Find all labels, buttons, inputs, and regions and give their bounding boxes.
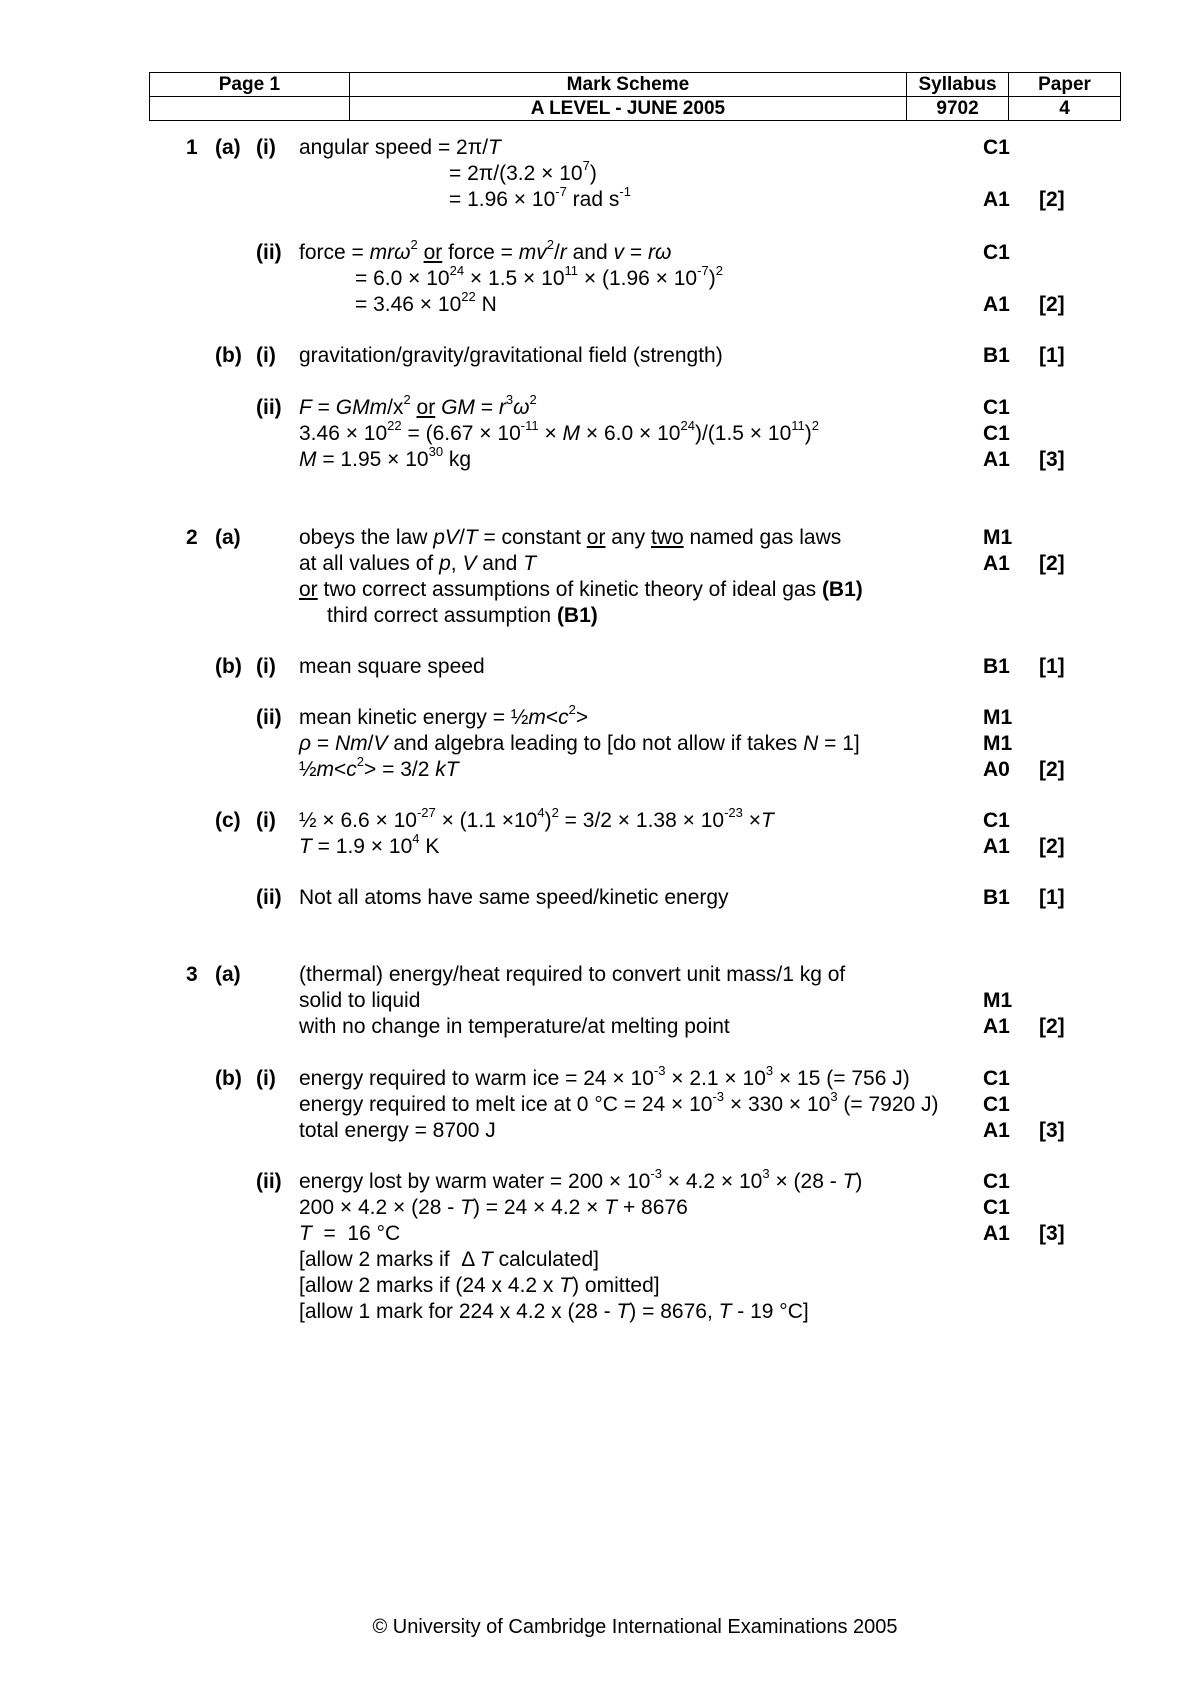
mark-code: A1 — [983, 448, 1010, 471]
question-part: (a) — [215, 136, 241, 159]
header-paper-number: 4 — [1009, 97, 1121, 121]
answer-line: $T = 1.9 \times 10^4$ K — [299, 831, 440, 858]
answer-line: $3.46 \times 10^{22} = (6.67 \times 10^{-11} \times M \times 6.0 \times 10^{24})/(1.5 \times 10^{11})^2$ — [299, 418, 820, 445]
mark-code: C1 — [983, 1170, 1010, 1193]
answer-line: [allow 2 marks if Δ T calculated] — [299, 1248, 599, 1271]
mark-code: M1 — [983, 989, 1013, 1012]
question-subpart: (i) — [256, 655, 276, 678]
header-title: Mark Scheme — [349, 73, 906, 97]
mark-code: A1 — [983, 1222, 1010, 1245]
answer-line: total energy = 8700 J — [299, 1119, 496, 1142]
question-subpart: (i) — [256, 136, 276, 159]
question-subpart: (ii) — [256, 396, 282, 419]
question-part: (b) — [215, 344, 242, 367]
mark-total: [3] — [1039, 448, 1065, 471]
question-subpart: (ii) — [256, 1170, 282, 1193]
mark-code: B1 — [983, 886, 1010, 909]
question-subpart: (ii) — [256, 886, 282, 909]
answer-line: [allow 2 marks if (24 x 4.2 x T) omitted] — [299, 1274, 660, 1297]
mark-total: [1] — [1039, 886, 1065, 909]
answer-line: [allow 1 mark for 224 x 4.2 x (28 - T) = 8676, T - 19 °C] — [299, 1300, 809, 1323]
mark-code: A1 — [983, 552, 1010, 575]
header-page: Page 1 — [150, 73, 350, 97]
answer-line: ½ × $6.6 \times 10^{-27} \times (1.1 \times 10^4)^2 = 3/2 \times 1.38 \times 10^{-23} \times T$ — [299, 805, 774, 832]
answer-line: = $2\pi/(3.2 \times 10^7)$ — [449, 158, 597, 185]
question-subpart: (i) — [256, 809, 276, 832]
answer-line: energy required to melt ice at 0 $^\circ C = 24 \times 10^{-3} \times 330 \times 10^3$ (= 7920 J) — [299, 1089, 939, 1116]
mark-code: C1 — [983, 809, 1010, 832]
answer-line: energy required to warm ice = $24 \times 10^{-3} \times 2.1 \times 10^3 \times 15$ (= 756 J) — [299, 1063, 910, 1090]
mark-total: [2] — [1039, 1015, 1065, 1038]
mark-total: [3] — [1039, 1222, 1065, 1245]
answer-line: Not all atoms have same speed/kinetic energy — [299, 886, 729, 909]
mark-total: [2] — [1039, 835, 1065, 858]
mark-total: [2] — [1039, 758, 1065, 781]
question-part: (a) — [215, 963, 241, 986]
mark-code: C1 — [983, 241, 1010, 264]
answer-line: angular speed = 2π/T — [299, 136, 501, 159]
answer-line: mean kinetic energy = $\frac{1}{2}m<c^2>$ — [299, 702, 589, 729]
question-part: (c) — [215, 809, 241, 832]
question-number: 2 — [186, 526, 198, 549]
header-empty — [150, 97, 350, 121]
mark-code: A1 — [983, 188, 1010, 211]
question-subpart: (ii) — [256, 241, 282, 264]
answer-line: solid to liquid — [299, 989, 421, 1012]
mark-total: [2] — [1039, 552, 1065, 575]
answer-line: at all values of p, V and T — [299, 552, 537, 575]
answer-line: gravitation/gravity/gravitational field (strength) — [299, 344, 723, 367]
answer-line: = $6.0 \times 10^{24} \times 1.5 \times 10^{11} \times (1.96 \times 10^{-7})^2$ — [355, 263, 723, 290]
question-number: 3 — [186, 963, 198, 986]
header-table — [149, 72, 1121, 121]
answer-line: with no change in temperature/at melting point — [299, 1015, 730, 1038]
mark-total: [2] — [1039, 293, 1065, 316]
answer-line: third correct assumption (B1) — [327, 604, 598, 627]
answer-line: ρ = Nm/V and algebra leading to [do not allow if takes N = 1] — [299, 732, 860, 755]
answer-line: $\frac{1}{2}m<c^2> = 3/2$ kT — [299, 754, 459, 781]
answer-line: 200 × 4.2 × (28 - T) = 24 × 4.2 × T + 8676 — [299, 1196, 688, 1219]
mark-code: C1 — [983, 1093, 1010, 1116]
answer-line: T = 16 °C — [299, 1222, 401, 1245]
question-part: (b) — [215, 655, 242, 678]
mark-code: C1 — [983, 1067, 1010, 1090]
mark-code: A1 — [983, 1119, 1010, 1142]
mark-code: C1 — [983, 1196, 1010, 1219]
mark-code: A1 — [983, 293, 1010, 316]
mark-total: [1] — [1039, 344, 1065, 367]
mark-code: C1 — [983, 136, 1010, 159]
question-part: (b) — [215, 1067, 242, 1090]
mark-code: A1 — [983, 835, 1010, 858]
mark-code: M1 — [983, 732, 1013, 755]
mark-code: A0 — [983, 758, 1010, 781]
mark-code: M1 — [983, 526, 1013, 549]
header-syllabus-code: 9702 — [907, 97, 1009, 121]
mark-total: [1] — [1039, 655, 1065, 678]
mark-code: C1 — [983, 396, 1010, 419]
mark-total: [2] — [1039, 188, 1065, 211]
footer-copyright: © University of Cambridge International Examinations 2005 — [372, 1616, 898, 1638]
answer-line: obeys the law pV/T = constant or any two named gas laws — [299, 526, 842, 549]
answer-line: or two correct assumptions of kinetic theory of ideal gas (B1) — [299, 578, 863, 601]
answer-line: F = GMm/$x^2$ or GM = $r^3\omega^2$ — [299, 392, 537, 419]
answer-line: $M = 1.95 \times 10^{30}$ kg — [299, 444, 472, 471]
question-subpart: (i) — [256, 1067, 276, 1090]
answer-line: energy lost by warm water = $200 \times 10^{-3} \times 4.2 \times 10^3 \times (28 - T)$ — [299, 1166, 863, 1193]
mark-code: B1 — [983, 344, 1010, 367]
mark-code: B1 — [983, 655, 1010, 678]
mark-code: A1 — [983, 1015, 1010, 1038]
answer-line: = $1.96 \times 10^{-7}$ rad $s^{-1}$ — [449, 184, 631, 211]
mark-code: C1 — [983, 422, 1010, 445]
mark-total: [3] — [1039, 1119, 1065, 1142]
question-subpart: (ii) — [256, 706, 282, 729]
answer-line: (thermal) energy/heat required to convert unit mass/1 kg of — [299, 963, 846, 986]
header-paper-label: Paper — [1009, 73, 1121, 97]
answer-line: force = mrω$^2$ or force = $mv^2/r$ and v = rω — [299, 237, 672, 264]
answer-line: mean square speed — [299, 655, 485, 678]
header-exam: A LEVEL - JUNE 2005 — [349, 97, 906, 121]
answer-line: = $3.46 \times 10^{22}$ N — [355, 289, 497, 316]
header-syllabus-label: Syllabus — [907, 73, 1009, 97]
mark-code: M1 — [983, 706, 1013, 729]
question-number: 1 — [186, 136, 198, 159]
question-part: (a) — [215, 526, 241, 549]
question-subpart: (i) — [256, 344, 276, 367]
